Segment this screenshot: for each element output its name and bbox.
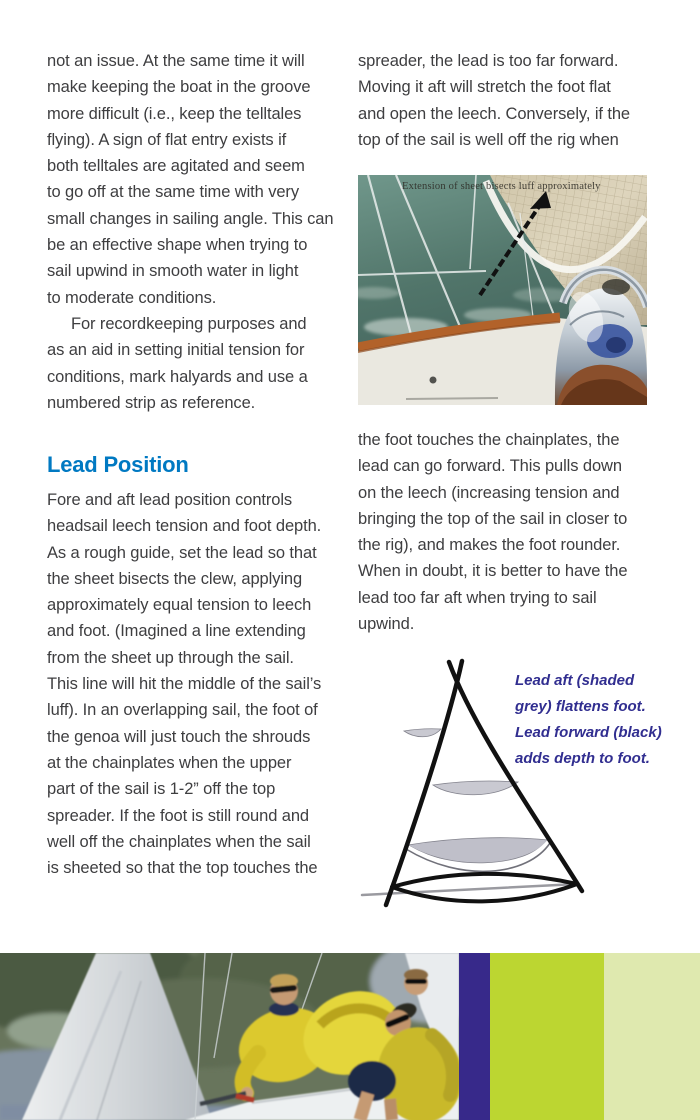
camber-stripe-top	[404, 729, 441, 737]
text-line: the foot touches the chainplates, the	[358, 431, 620, 449]
text-line: numbered strip as reference.	[47, 393, 256, 412]
text-line: make keeping the boat in the groove	[47, 78, 311, 97]
color-block-indigo	[459, 953, 490, 1120]
text-line: lead too far aft when trying to sail	[358, 588, 597, 607]
text-line: at the chainplates when the upper	[47, 753, 292, 772]
text-line: well off the chainplates when the sail	[47, 832, 311, 851]
text-line: is sheeted so that the top touches the	[47, 859, 318, 878]
text-line: top of the sail is well off the rig when	[358, 130, 619, 149]
text-line: the rig), and makes the foot rounder.	[358, 536, 621, 555]
text-line: upwind.	[358, 615, 415, 634]
text-line: to go off at the same time with very	[47, 183, 299, 202]
text-line: part of the sail is 1-2” off the top	[47, 780, 276, 799]
text-line: Lead aft (shaded	[515, 672, 635, 689]
text-line: This line will hit the middle of the sail’s	[47, 675, 322, 694]
text-line: For recordkeeping purposes and	[71, 315, 307, 333]
text-line: headsail leech tension and foot depth.	[47, 517, 322, 536]
text-line: flying). A sign of flat entry exists if	[47, 130, 287, 149]
text-line: not an issue. At the same time it will	[47, 52, 305, 70]
camber-stripe-middle	[433, 781, 518, 795]
text-line: Moving it aft will stretch the foot flat	[358, 78, 611, 97]
text-line: spreader, the lead is too far forward.	[358, 52, 619, 70]
text-line: conditions, mark halyards and use a	[47, 367, 308, 386]
text-line: to moderate conditions.	[47, 288, 217, 307]
left-column-paragraph-3	[47, 487, 347, 881]
text-line: sail upwind in smooth water in light	[47, 262, 299, 281]
sailboat-photo-art	[358, 175, 647, 405]
left-column-paragraph-2	[47, 311, 347, 416]
sailboat-deck-photo	[358, 175, 647, 405]
color-block-pale-green	[604, 953, 700, 1120]
text-line: the genoa will just touch the shrouds	[47, 727, 311, 746]
text-line: and foot. (Imagined a line extending	[47, 622, 306, 641]
text-line: and open the leech. Conversely, if the	[358, 104, 630, 123]
photo-caption: Extension of sheet bisects luff approximately	[402, 181, 601, 192]
diagram-caption	[515, 668, 665, 772]
deck-fitting	[430, 377, 437, 384]
text-line: Lead forward (black)	[515, 724, 662, 741]
text-line: as an aid in setting initial tension for	[47, 341, 305, 360]
section-heading: Lead Position	[47, 452, 189, 477]
text-line: bringing the top of the sail in closer to	[358, 509, 628, 528]
text-line: small changes in sailing angle. This can	[47, 209, 334, 228]
sailing-crew-photo	[0, 953, 459, 1120]
text-line: As a rough guide, set the lead so that	[47, 543, 317, 562]
text-line: luff). In an overlapping sail, the foot of	[47, 701, 318, 720]
text-line: lead can go forward. This pulls down	[358, 457, 622, 476]
text-line: approximately equal tension to leech	[47, 596, 312, 615]
text-line: Fore and aft lead position controls	[47, 491, 293, 509]
text-line: more difficult (i.e., keep the telltales	[47, 104, 302, 123]
left-column-paragraph-1	[47, 48, 347, 311]
text-line: on the leech (increasing tension and	[358, 483, 620, 502]
text-line: both telltales are agitated and seem	[47, 157, 305, 176]
footer-strip	[0, 953, 700, 1120]
right-column-paragraph-2	[358, 427, 658, 637]
text-line: spreader. If the foot is still round and	[47, 806, 309, 825]
text-line: When in doubt, it is better to have the	[358, 562, 628, 581]
right-column-paragraph-1	[358, 48, 658, 153]
color-block-green	[490, 953, 604, 1120]
text-line: adds depth to foot.	[515, 750, 650, 767]
camber-stripe-bottom	[408, 838, 548, 863]
text-line: the sheet bisects the clew, applying	[47, 569, 303, 588]
text-line: grey) flattens foot.	[515, 698, 646, 715]
text-line: from the sheet up through the sail.	[47, 648, 294, 667]
text-line: be an effective shape when trying to	[47, 236, 308, 255]
